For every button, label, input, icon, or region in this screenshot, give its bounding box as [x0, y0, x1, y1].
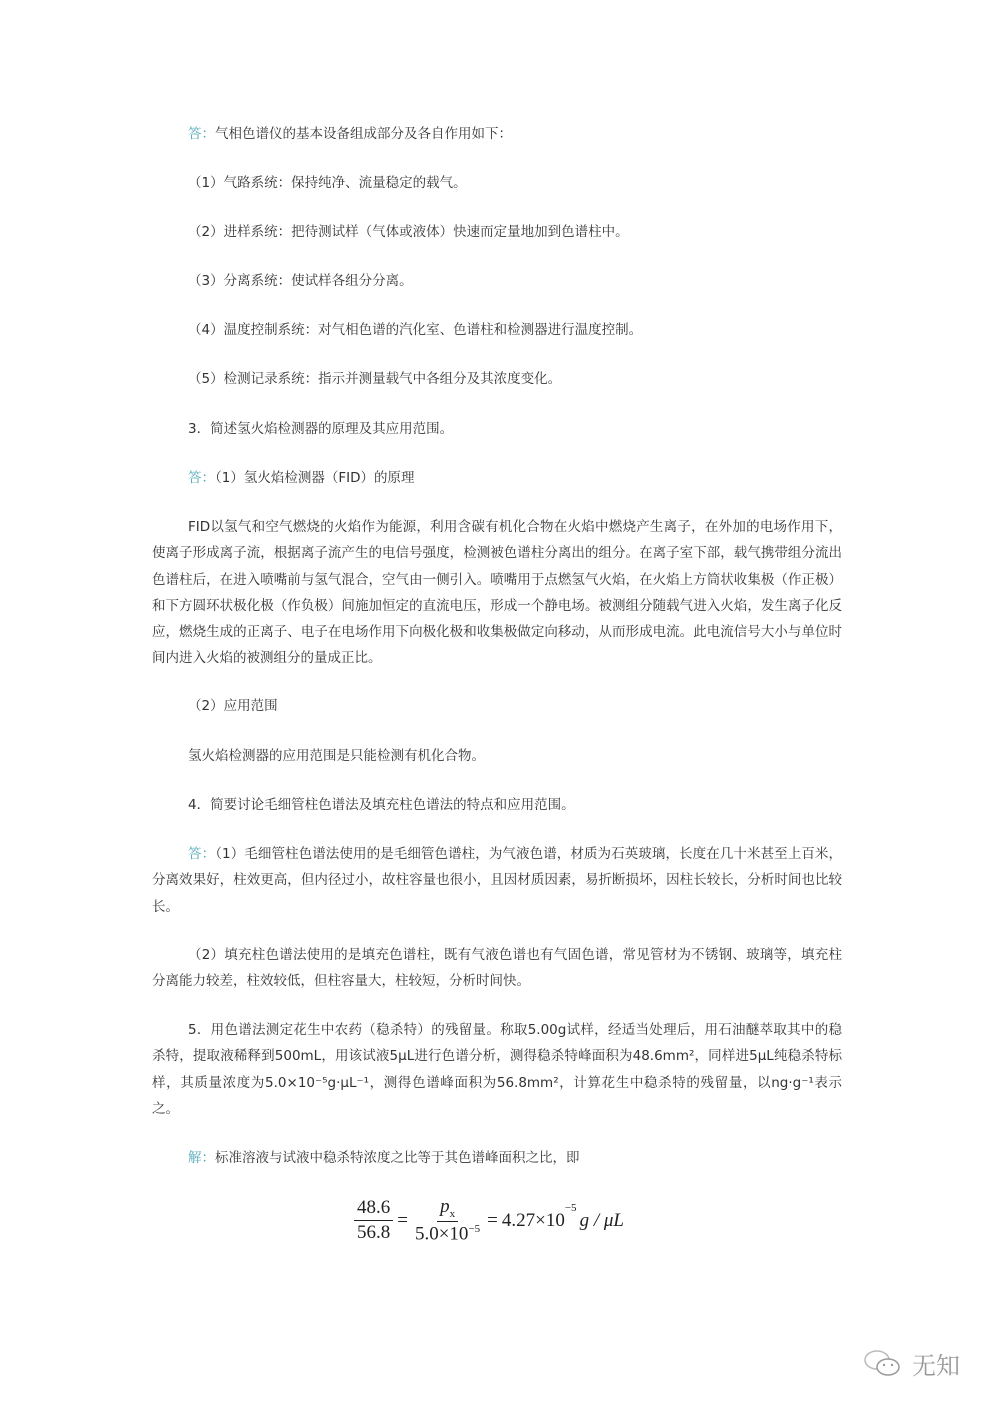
exponent: −5 [564, 1202, 577, 1214]
answer-label: 答： [188, 126, 215, 142]
paragraph-text: （1）气路系统：保持纯净、流量稳定的载气。 [188, 175, 467, 191]
paragraph [152, 366, 842, 392]
paragraph [152, 121, 842, 147]
variable: p [440, 1196, 450, 1217]
paragraph-text: 标准溶液与试液中稳杀特浓度之比等于其色谱峰面积之比，即 [215, 1150, 580, 1166]
paragraph-text: 4．简要讨论毛细管柱色谱法及填充柱色谱法的特点和应用范围。 [188, 797, 575, 813]
question-heading [152, 1017, 842, 1122]
paragraph [152, 268, 842, 294]
paragraph [152, 693, 842, 719]
paragraph-text: 气相色谱仪的基本设备组成部分及各自作用如下： [215, 126, 512, 142]
numerator [437, 1196, 458, 1222]
paragraph-text: （2）填充柱色谱法使用的是填充色谱柱，既有气液色谱也有气固色谱，常见管材为不锈钢、玻璃等，填充柱分离能力较差，柱效较低，但柱容量大，柱较短，分析时间快。 [152, 947, 842, 990]
fraction-lhs [354, 1197, 393, 1244]
numerator: 48.6 [354, 1197, 393, 1221]
paragraph-text: （2）进样系统：把待测试样（气体或液体）快速而定量地加到色谱柱中。 [188, 224, 629, 240]
solution-label: 解： [188, 1150, 215, 1166]
denominator: 56.8 [357, 1222, 391, 1244]
wechat-icon [862, 1348, 906, 1380]
result-value: 4.27×10 [501, 1209, 565, 1231]
denominator-text: 5.0×10 [414, 1223, 469, 1245]
paragraph-text: 5．用色谱法测定花生中农药（稳杀特）的残留量。称取5.00g试样，经适当处理后，用石油醚萃取其中的稳杀特，提取液稀释到500mL，用该试液5μL进行色谱分析，测得稳杀特峰面积为48.6mm²，同样进5μL纯稳杀特标样，其质量浓度为5.0×10⁻⁵g·μL⁻¹，测得色谱峰面积为56.8mm²，计算花生中稳杀特的残留量，以ng·g⁻¹表示之。 [152, 1022, 842, 1117]
paragraph-text: 3．简述氢火焰检测器的原理及其应用范围。 [188, 421, 454, 437]
paragraph [152, 317, 842, 343]
paragraph-text: （2）应用范围 [188, 698, 278, 714]
formula [350, 1196, 624, 1245]
subscript: x [449, 1207, 456, 1220]
paragraph [152, 841, 842, 920]
watermark [862, 1346, 960, 1381]
exponent: −5 [468, 1222, 481, 1235]
fraction-mid [412, 1196, 483, 1245]
paragraph-text: （4）温度控制系统：对气相色谱的汽化室、色谱柱和检测器进行温度控制。 [188, 322, 643, 338]
paragraph [152, 942, 842, 995]
answer-label: 答： [188, 846, 216, 862]
paragraph-text: （1）氢火焰检测器（FID）的原理 [215, 470, 415, 486]
paragraph-text: （1）毛细管柱色谱法使用的是毛细管色谱柱，为气液色谱，材质为石英玻璃，长度在几十米甚至上百米，分离效果好，柱效更高，但内径过小，故柱容量也很小，且因材质因素，易折断损坏，因柱长较长，分析时间也比较长。 [152, 846, 843, 915]
paragraph [152, 219, 842, 245]
paragraph-text: （3）分离系统：使试样各组分分离。 [188, 273, 413, 289]
result-unit: g / μL [579, 1209, 624, 1231]
answer-label: 答： [188, 470, 215, 486]
paragraph-text: 氢火焰检测器的应用范围是只能检测有机化合物。 [188, 748, 485, 764]
denominator [412, 1222, 483, 1245]
equals-sign: = [487, 1209, 498, 1231]
paragraph-text: （5）检测记录系统：指示并测量载气中各组分及其浓度变化。 [188, 371, 562, 387]
paragraph [152, 743, 842, 769]
paragraph [152, 465, 842, 491]
paragraph [152, 1145, 842, 1171]
paragraph-text: FID以氢气和空气燃烧的火焰作为能源，利用含碳有机化合物在火焰中燃烧产生离子，在外加的电场作用下，使离子形成离子流，根据离子流产生的电信号强度，检测被色谱柱分离出的组分。在离子室下部，载气携带组分流出色谱柱后，在进入喷嘴前与氢气混合，空气由一侧引入。喷嘴用于点燃氢气火焰，在火焰上方筒状收集极（作正极）和下方圆环状极化极（作负极）间施加恒定的直流电压，形成一个静电场。被测组分随载气进入火焰，发生离子化反应，燃烧生成的正离子、电子在电场作用下向极化极和收集极做定向移动，从而形成电流。此电流信号大小与单位时间内进入火焰的被测组分的量成正比。 [152, 519, 842, 667]
question-heading [152, 416, 842, 442]
equals-sign: = [397, 1209, 408, 1231]
paragraph [152, 514, 842, 672]
paragraph [152, 170, 842, 196]
question-heading [152, 792, 842, 818]
watermark-text: 无知 [912, 1352, 960, 1380]
